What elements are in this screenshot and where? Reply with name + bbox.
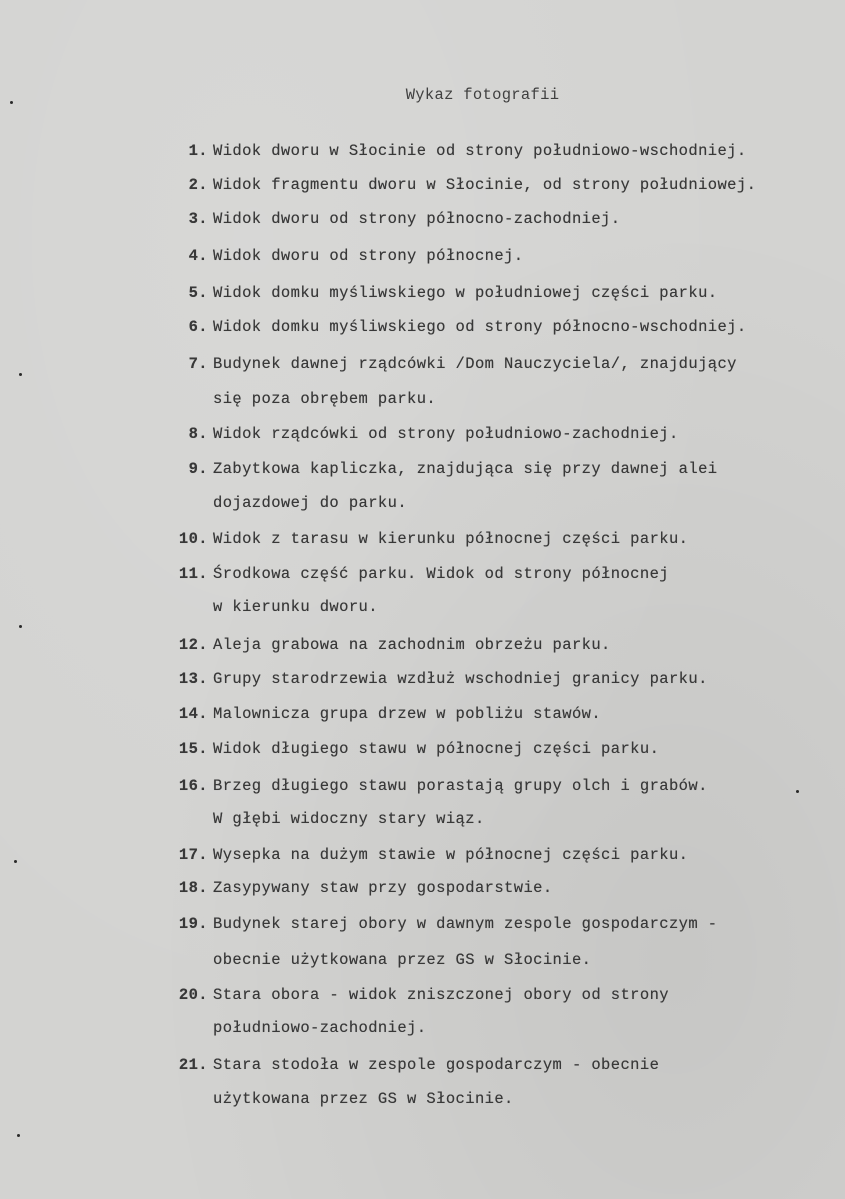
item-text: Widok dworu od strony północnej. bbox=[213, 247, 524, 265]
item-text: Środkowa część parku. Widok od strony północnej bbox=[213, 565, 669, 583]
item-text: dojazdowej do parku. bbox=[213, 494, 408, 512]
item-text: Widok długiego stawu w północnej części parku. bbox=[213, 740, 660, 758]
item-text: Widok domku myśliwskiego od strony północno-wschodniej. bbox=[213, 318, 747, 336]
item-number: 10. bbox=[178, 530, 208, 548]
scan-speck bbox=[19, 373, 22, 376]
scan-speck bbox=[19, 625, 22, 628]
item-number: 21. bbox=[178, 1056, 208, 1074]
item-number: 16. bbox=[178, 777, 208, 795]
item-text: Zasypywany staw przy gospodarstwie. bbox=[213, 879, 553, 897]
item-text: w kierunku dworu. bbox=[213, 598, 378, 616]
item-text: południowo-zachodniej. bbox=[213, 1019, 427, 1037]
item-number: 2. bbox=[188, 176, 208, 194]
item-text: W głębi widoczny stary wiąz. bbox=[213, 810, 485, 828]
item-text: Wysepka na dużym stawie w północnej części parku. bbox=[213, 846, 689, 864]
item-text: Brzeg długiego stawu porastają grupy olch i grabów. bbox=[213, 777, 708, 795]
item-number: 14. bbox=[178, 705, 208, 723]
item-text: Widok fragmentu dworu w Słocinie, od strony południowej. bbox=[213, 176, 757, 194]
item-text: Budynek starej obory w dawnym zespole gospodarczym - bbox=[213, 915, 718, 933]
page-title: Wykaz fotografii bbox=[405, 86, 560, 104]
scan-speck bbox=[10, 101, 13, 104]
item-number: 5. bbox=[188, 284, 208, 302]
scan-speck bbox=[17, 1134, 20, 1137]
item-number: 7. bbox=[188, 355, 208, 373]
item-text: Zabytkowa kapliczka, znajdująca się przy dawnej alei bbox=[213, 460, 718, 478]
item-number: 18. bbox=[178, 879, 208, 897]
item-number: 9. bbox=[188, 460, 208, 478]
item-number: 3. bbox=[188, 210, 208, 228]
item-text: się poza obrębem parku. bbox=[213, 390, 437, 408]
item-text: obecnie użytkowana przez GS w Słocinie. bbox=[213, 951, 592, 969]
item-text: Widok rządcówki od strony południowo-zachodniej. bbox=[213, 425, 679, 443]
item-number: 1. bbox=[188, 142, 208, 160]
item-text: Stara obora - widok zniszczonej obory od strony bbox=[213, 986, 669, 1004]
item-text: Widok dworu w Słocinie od strony południowo-wschodniej. bbox=[213, 142, 747, 160]
item-text: Widok domku myśliwskiego w południowej części parku. bbox=[213, 284, 718, 302]
item-number: 4. bbox=[188, 247, 208, 265]
item-text: Budynek dawnej rządcówki /Dom Nauczyciela/, znajdujący bbox=[213, 355, 737, 373]
item-number: 15. bbox=[178, 740, 208, 758]
item-number: 13. bbox=[178, 670, 208, 688]
item-number: 19. bbox=[178, 915, 208, 933]
item-number: 8. bbox=[188, 425, 208, 443]
item-number: 20. bbox=[178, 986, 208, 1004]
item-text: Grupy starodrzewia wzdłuż wschodniej granicy parku. bbox=[213, 670, 708, 688]
item-number: 12. bbox=[178, 636, 208, 654]
item-text: Stara stodoła w zespole gospodarczym - obecnie bbox=[213, 1056, 660, 1074]
item-number: 6. bbox=[188, 318, 208, 336]
item-number: 11. bbox=[178, 565, 208, 583]
item-text: Malownicza grupa drzew w pobliżu stawów. bbox=[213, 705, 602, 723]
scan-speck bbox=[796, 790, 799, 793]
item-text: Widok dworu od strony północno-zachodniej. bbox=[213, 210, 621, 228]
scan-speck bbox=[14, 860, 17, 863]
item-number: 17. bbox=[178, 846, 208, 864]
item-text: Widok z tarasu w kierunku północnej części parku. bbox=[213, 530, 689, 548]
item-text: Aleja grabowa na zachodnim obrzeżu parku. bbox=[213, 636, 611, 654]
item-text: użytkowana przez GS w Słocinie. bbox=[213, 1090, 514, 1108]
